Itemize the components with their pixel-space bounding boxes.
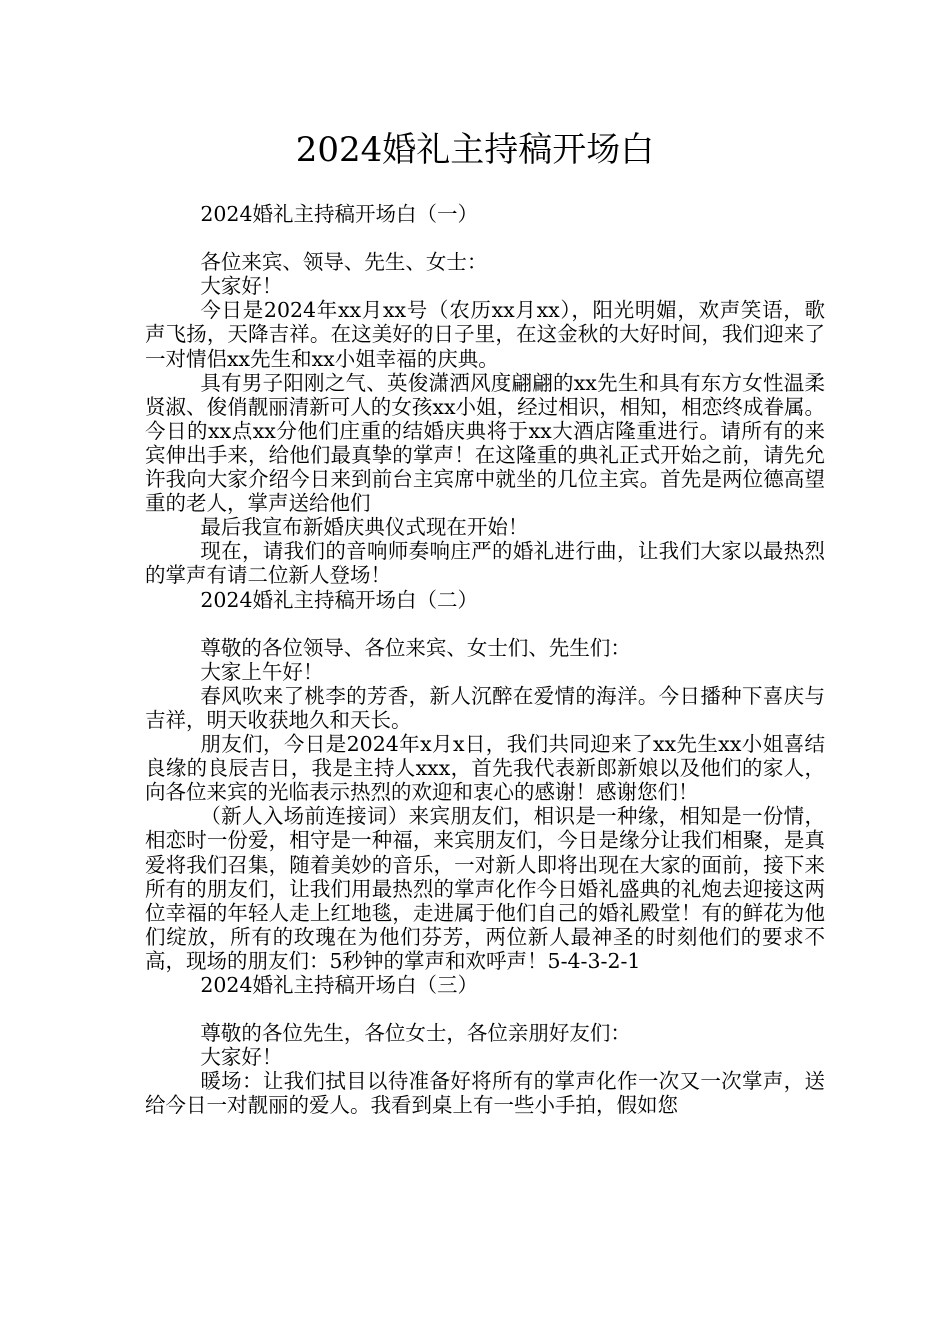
paragraph: 现在，请我们的音响师奏响庄严的婚礼进行曲，让我们大家以最热烈的掌声有请二位新人登场！	[145, 539, 825, 588]
paragraph: 大家上午好！	[200, 659, 324, 684]
paragraph: 具有男子阳刚之气、英俊潇洒风度翩翩的xx先生和具有东方女性温柔贤淑、俊俏靓丽清新可人的女孩xx小姐，经过相识，相知，相恋终成眷属。今日的xx点xx分他们庄重的结婚庆典将于xx大酒店隆重进行。请所有的来宾伸出手来，给他们最真挚的掌声！在这隆重的典礼正式开始之前，请先允许我向大家介绍今日来到前台主宾席中就坐的几位主宾。首先是两位德高望重的老人，掌声送给他们	[145, 370, 825, 516]
section-heading-3: 2024婚礼主持稿开场白（三）	[200, 973, 479, 997]
section-heading-1: 2024婚礼主持稿开场白（一）	[200, 202, 479, 226]
paragraph: 暖场：让我们拭目以待准备好将所有的掌声化作一次又一次掌声，送给今日一对靓丽的爱人。我看到桌上有一些小手拍，假如您	[145, 1069, 825, 1118]
paragraph: 朋友们，今日是2024年x月x日，我们共同迎来了xx先生xx小姐喜结良缘的良辰吉日，我是主持人xxx，首先我代表新郎新娘以及他们的家人，向各位来宾的光临表示热烈的欢迎和衷心的感谢！感谢您们！	[145, 732, 825, 805]
paragraph: 尊敬的各位先生，各位女士，各位亲朋好友们：	[200, 1021, 631, 1046]
paragraph: 各位来宾、领导、先生、女士：	[200, 250, 488, 275]
paragraph: 最后我宣布新婚庆典仪式现在开始！	[200, 515, 529, 540]
document-body	[145, 202, 825, 1118]
blank-line	[145, 226, 825, 250]
document-title: 2024婚礼主持稿开场白	[295, 130, 655, 170]
paragraph: （新人入场前连接词）来宾朋友们，相识是一种缘，相知是一份情，相恋时一份爱，相守是一种福，来宾朋友们，今日是缘分让我们相聚，是真爱将我们召集，随着美妙的音乐，一对新人即将出现在大家的面前，接下来所有的朋友们，让我们用最热烈的掌声化作今日婚礼盛典的礼炮去迎接这两位幸福的年轻人走上红地毯，走进属于他们自己的婚礼殿堂！有的鲜花为他们绽放，所有的玫瑰在为他们芬芳，两位新人最神圣的时刻他们的要求不高，现场的朋友们：5秒钟的掌声和欢呼声！5-4-3-2-1	[145, 804, 825, 973]
paragraph: 尊敬的各位领导、各位来宾、女士们、先生们：	[200, 635, 631, 660]
section-heading-2: 2024婚礼主持稿开场白（二）	[200, 587, 479, 612]
paragraph: 今日是2024年xx月xx号（农历xx月xx），阳光明媚，欢声笑语，歌声飞扬，天降吉祥。在这美好的日子里，在这金秋的大好时间，我们迎来了一对情侣xx先生和xx小姐幸福的庆典。	[145, 298, 825, 371]
paragraph: 大家好！	[200, 274, 283, 299]
blank-line	[145, 612, 825, 636]
blank-line	[145, 997, 825, 1021]
paragraph: 春风吹来了桃李的芳香，新人沉醉在爱情的海洋。今日播种下喜庆与吉祥，明天收获地久和天长。	[145, 683, 825, 732]
paragraph: 大家好！	[200, 1045, 283, 1070]
